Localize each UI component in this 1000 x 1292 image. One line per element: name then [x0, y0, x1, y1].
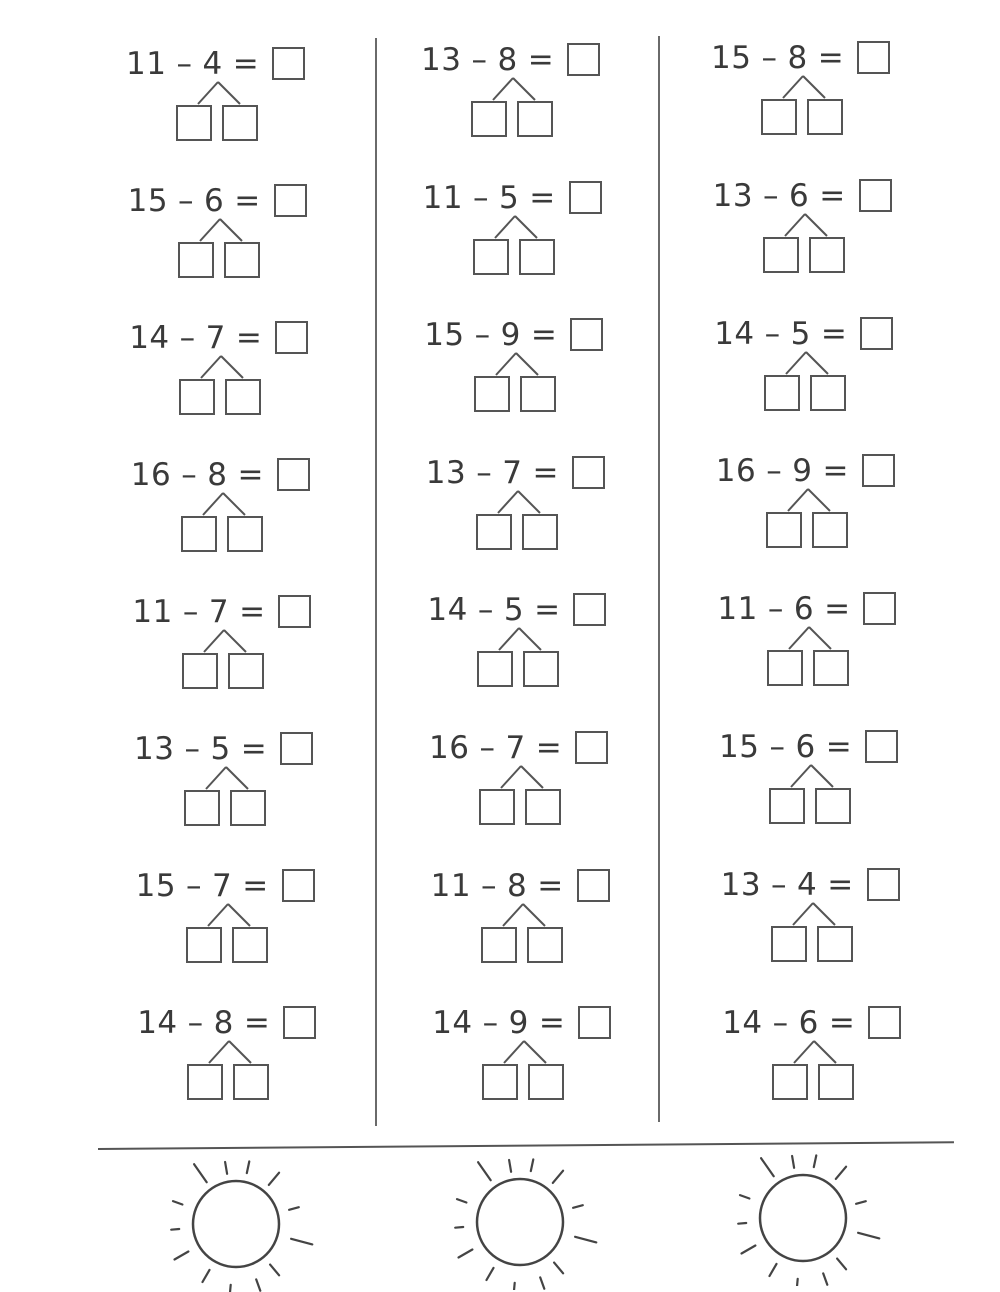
problem	[122, 179, 402, 294]
sun-ray	[856, 1201, 866, 1204]
problem	[423, 726, 703, 841]
answer-box[interactable]	[862, 454, 895, 487]
subtrahend: 6	[789, 177, 810, 214]
split-box-left[interactable]	[187, 1064, 223, 1100]
answer-box[interactable]	[573, 593, 606, 626]
equals-sign: =	[817, 40, 845, 76]
minus-sign: –	[186, 868, 203, 904]
sun-ray	[247, 1161, 250, 1173]
subtrahend: 4	[202, 46, 223, 82]
problem	[120, 42, 400, 157]
minuend: 16	[130, 457, 172, 493]
answer-box[interactable]	[569, 181, 602, 214]
problem-column-2	[415, 0, 695, 1130]
minuend: 11	[430, 867, 472, 904]
subtrahend: 8	[213, 1005, 234, 1041]
minus-sign: –	[764, 315, 781, 352]
sun-ray	[858, 1233, 879, 1239]
minus-sign: –	[477, 592, 494, 629]
sun-ray	[573, 1205, 583, 1208]
sun-ray	[740, 1195, 749, 1198]
sun-ray	[554, 1263, 563, 1274]
problem	[126, 590, 406, 705]
subtrahend: 6	[793, 591, 815, 628]
minus-sign: –	[771, 866, 788, 903]
split-box-right[interactable]	[818, 1064, 854, 1100]
problem	[125, 453, 405, 568]
problem	[710, 449, 990, 564]
equals-sign: =	[527, 42, 555, 78]
minus-sign: –	[187, 1005, 204, 1041]
problem	[707, 174, 987, 289]
split-box-right[interactable]	[809, 237, 845, 273]
problem	[426, 1001, 706, 1116]
sun-ray	[742, 1246, 756, 1254]
split-box-right[interactable]	[522, 514, 558, 550]
sun-ray	[487, 1268, 494, 1280]
answer-box[interactable]	[282, 869, 315, 902]
minuend: 14	[722, 1004, 763, 1041]
answer-box[interactable]	[577, 869, 610, 902]
answer-box[interactable]	[570, 318, 603, 351]
subtrahend: 5	[790, 315, 811, 352]
problem	[418, 313, 698, 428]
sun-ray	[256, 1279, 260, 1290]
sun-ray	[270, 1265, 279, 1276]
split-box-left[interactable]	[763, 237, 799, 273]
minuend: 14	[427, 592, 468, 629]
minuend: 16	[429, 730, 470, 766]
column-divider-right	[658, 36, 660, 1122]
sun-ray	[823, 1273, 827, 1284]
minus-sign: –	[178, 183, 195, 219]
split-box-right[interactable]	[525, 789, 561, 825]
sun-ray	[553, 1171, 563, 1183]
minuend: 11	[422, 179, 464, 216]
split-box-left[interactable]	[474, 376, 510, 412]
sun-ray	[509, 1160, 511, 1172]
equals-sign: =	[538, 1005, 566, 1042]
column-divider-left	[375, 38, 377, 1126]
subtrahend: 5	[210, 731, 231, 767]
problem	[131, 1001, 411, 1116]
split-box-left[interactable]	[477, 651, 513, 687]
minus-sign: –	[481, 867, 498, 904]
answer-box[interactable]	[274, 184, 307, 217]
equals-sign: =	[828, 1004, 856, 1041]
equals-sign: =	[530, 317, 558, 354]
answer-box[interactable]	[859, 179, 892, 212]
answer-box[interactable]	[283, 1006, 316, 1039]
problem	[128, 727, 408, 842]
equals-sign: =	[537, 867, 564, 904]
split-box-left[interactable]	[179, 379, 215, 415]
equals-sign: =	[827, 866, 854, 903]
split-box-left[interactable]	[769, 788, 805, 824]
minuend: 13	[720, 866, 762, 903]
split-box-left[interactable]	[176, 105, 212, 141]
sun-ray	[289, 1207, 299, 1210]
problem	[130, 864, 410, 979]
equals-sign: =	[825, 729, 853, 765]
split-box-right[interactable]	[813, 650, 849, 686]
split-box-left[interactable]	[767, 650, 803, 686]
minuend: 11	[132, 594, 173, 630]
answer-box[interactable]	[275, 321, 308, 354]
split-box-left[interactable]	[772, 1064, 808, 1100]
minuend: 11	[126, 46, 167, 82]
sun-ray	[455, 1227, 463, 1228]
answer-box[interactable]	[578, 1006, 611, 1039]
minus-sign: –	[179, 320, 196, 356]
split-box-left[interactable]	[181, 516, 217, 552]
answer-box[interactable]	[865, 730, 898, 763]
problem	[713, 725, 993, 840]
split-box-right[interactable]	[523, 651, 559, 687]
split-box-right[interactable]	[225, 379, 261, 415]
subtrahend: 6	[798, 1004, 819, 1041]
minus-sign: –	[184, 731, 201, 767]
equals-sign: =	[240, 731, 268, 767]
subtrahend: 8	[507, 867, 528, 904]
minus-sign: –	[181, 457, 198, 493]
minuend: 11	[717, 591, 758, 628]
equals-sign: =	[819, 177, 846, 214]
minus-sign: –	[766, 453, 783, 490]
subtrahend: 7	[502, 454, 523, 491]
sun-ray	[837, 1259, 846, 1270]
subtrahend: 9	[500, 317, 521, 354]
problem	[708, 312, 988, 427]
split-box-right[interactable]	[815, 788, 851, 824]
sun-ray	[797, 1279, 798, 1286]
answer-box[interactable]	[868, 1006, 901, 1039]
sun-disc	[760, 1175, 846, 1261]
minuend: 13	[421, 42, 462, 78]
split-box-left[interactable]	[481, 927, 517, 963]
equals-sign: =	[232, 46, 260, 82]
minus-sign: –	[772, 1004, 789, 1041]
subtrahend: 6	[795, 729, 816, 765]
sun-disc	[193, 1181, 279, 1267]
split-box-right[interactable]	[227, 516, 263, 552]
problem	[716, 1001, 996, 1116]
sun-ray	[175, 1252, 189, 1260]
answer-box[interactable]	[572, 456, 605, 489]
sun-ray	[194, 1164, 207, 1182]
minus-sign: –	[182, 594, 199, 630]
split-box-left[interactable]	[182, 653, 218, 689]
subtrahend: 6	[204, 183, 225, 219]
minuend: 14	[129, 320, 170, 356]
split-box-left[interactable]	[771, 926, 807, 962]
sun-icon	[158, 1152, 318, 1292]
equals-sign: =	[234, 183, 261, 219]
minuend: 13	[712, 177, 754, 214]
split-box-left[interactable]	[471, 101, 507, 137]
split-box-left[interactable]	[186, 927, 222, 963]
subtrahend: 4	[797, 866, 818, 903]
sun-ray	[836, 1167, 846, 1179]
sun-icon	[725, 1146, 885, 1286]
sun-ray	[770, 1264, 777, 1276]
equals-sign: =	[824, 591, 851, 628]
split-box-left[interactable]	[479, 789, 515, 825]
sun-ray	[814, 1155, 817, 1167]
answer-box[interactable]	[857, 41, 890, 74]
problem	[123, 316, 403, 431]
subtrahend: 8	[497, 42, 518, 78]
minus-sign: –	[473, 179, 490, 216]
sun-ray	[171, 1229, 179, 1230]
split-box-right[interactable]	[528, 1064, 564, 1100]
sun-ray	[792, 1156, 794, 1168]
split-box-left[interactable]	[473, 239, 509, 275]
answer-box[interactable]	[272, 47, 305, 80]
subtrahend: 8	[787, 40, 808, 76]
subtrahend: 7	[208, 594, 230, 630]
minuend: 13	[425, 454, 467, 491]
subtrahend: 5	[503, 592, 525, 629]
sun-ray	[761, 1158, 774, 1176]
minuend: 15	[135, 868, 177, 904]
split-box-right[interactable]	[519, 239, 555, 275]
minuend: 14	[432, 1005, 473, 1042]
answer-box[interactable]	[280, 732, 313, 765]
minus-sign: –	[476, 454, 493, 491]
minus-sign: –	[763, 177, 780, 214]
subtrahend: 7	[505, 730, 526, 766]
split-box-left[interactable]	[761, 99, 797, 135]
sun-ray	[225, 1162, 227, 1174]
problem	[715, 863, 995, 978]
sun-ray	[575, 1237, 596, 1243]
answer-box[interactable]	[860, 317, 893, 350]
minus-sign: –	[474, 317, 491, 354]
problem	[417, 176, 697, 291]
split-box-right[interactable]	[520, 376, 556, 412]
answer-box[interactable]	[575, 731, 608, 764]
equals-sign: =	[243, 1005, 271, 1041]
problem-column-3	[705, 0, 985, 1130]
sun-ray	[540, 1277, 544, 1288]
equals-sign: =	[242, 868, 269, 904]
minuend: 16	[715, 453, 757, 490]
subtrahend: 5	[499, 179, 520, 216]
sun-disc	[477, 1179, 563, 1265]
split-box-right[interactable]	[517, 101, 553, 137]
split-box-right[interactable]	[224, 242, 260, 278]
answer-box[interactable]	[567, 43, 600, 76]
minus-sign: –	[479, 730, 496, 766]
equals-sign: =	[535, 730, 563, 766]
split-box-left[interactable]	[184, 790, 220, 826]
subtrahend: 8	[207, 457, 228, 493]
sun-ray	[459, 1250, 473, 1258]
split-box-right[interactable]	[233, 1064, 269, 1100]
sun-ray	[457, 1199, 466, 1202]
split-box-right[interactable]	[232, 927, 268, 963]
sun-ray	[173, 1201, 182, 1204]
equals-sign: =	[532, 454, 559, 491]
problem	[425, 864, 705, 979]
equals-sign: =	[529, 179, 556, 216]
minus-sign: –	[471, 42, 488, 78]
split-box-left[interactable]	[764, 375, 800, 411]
minus-sign: –	[176, 46, 193, 82]
sun-icon	[442, 1150, 602, 1290]
subtrahend: 7	[205, 320, 226, 356]
equals-sign: =	[822, 453, 849, 490]
sun-ray	[230, 1285, 231, 1292]
equals-sign: =	[534, 592, 561, 629]
equals-sign: =	[239, 594, 266, 630]
minus-sign: –	[769, 729, 786, 765]
split-box-left[interactable]	[476, 514, 512, 550]
sun-ray	[531, 1159, 534, 1171]
equals-sign: =	[235, 320, 263, 356]
split-box-right[interactable]	[817, 926, 853, 962]
subtrahend: 9	[508, 1005, 529, 1042]
sun-ray	[291, 1239, 312, 1245]
split-box-left[interactable]	[482, 1064, 518, 1100]
minuend: 14	[714, 315, 755, 352]
split-box-left[interactable]	[766, 512, 802, 548]
sun-ray	[269, 1173, 279, 1185]
sun-ray	[738, 1223, 746, 1224]
split-box-right[interactable]	[527, 927, 563, 963]
problem	[415, 38, 695, 153]
minus-sign: –	[482, 1005, 499, 1042]
answer-box[interactable]	[277, 458, 310, 491]
split-box-right[interactable]	[810, 375, 846, 411]
sun-ray	[203, 1270, 210, 1282]
problem	[705, 36, 985, 151]
subtrahend: 7	[212, 868, 233, 904]
minuend: 15	[424, 317, 465, 354]
answer-box[interactable]	[863, 592, 896, 625]
answer-box[interactable]	[278, 595, 311, 628]
answer-box[interactable]	[867, 868, 900, 901]
minuend: 13	[134, 731, 175, 767]
problem	[711, 587, 991, 702]
equals-sign: =	[237, 457, 264, 493]
equals-sign: =	[820, 315, 848, 352]
minuend: 15	[711, 40, 752, 76]
sun-ray	[478, 1162, 491, 1180]
minuend: 15	[719, 729, 760, 765]
split-box-right[interactable]	[812, 512, 848, 548]
split-box-right[interactable]	[222, 105, 258, 141]
minus-sign: –	[761, 40, 778, 76]
split-box-left[interactable]	[178, 242, 214, 278]
minuend: 15	[127, 183, 169, 219]
minus-sign: –	[767, 591, 784, 628]
problem-column-1	[120, 0, 400, 1130]
split-box-right[interactable]	[807, 99, 843, 135]
minuend: 14	[137, 1005, 178, 1041]
split-box-right[interactable]	[228, 653, 264, 689]
split-box-right[interactable]	[230, 790, 266, 826]
subtrahend: 9	[792, 453, 813, 490]
